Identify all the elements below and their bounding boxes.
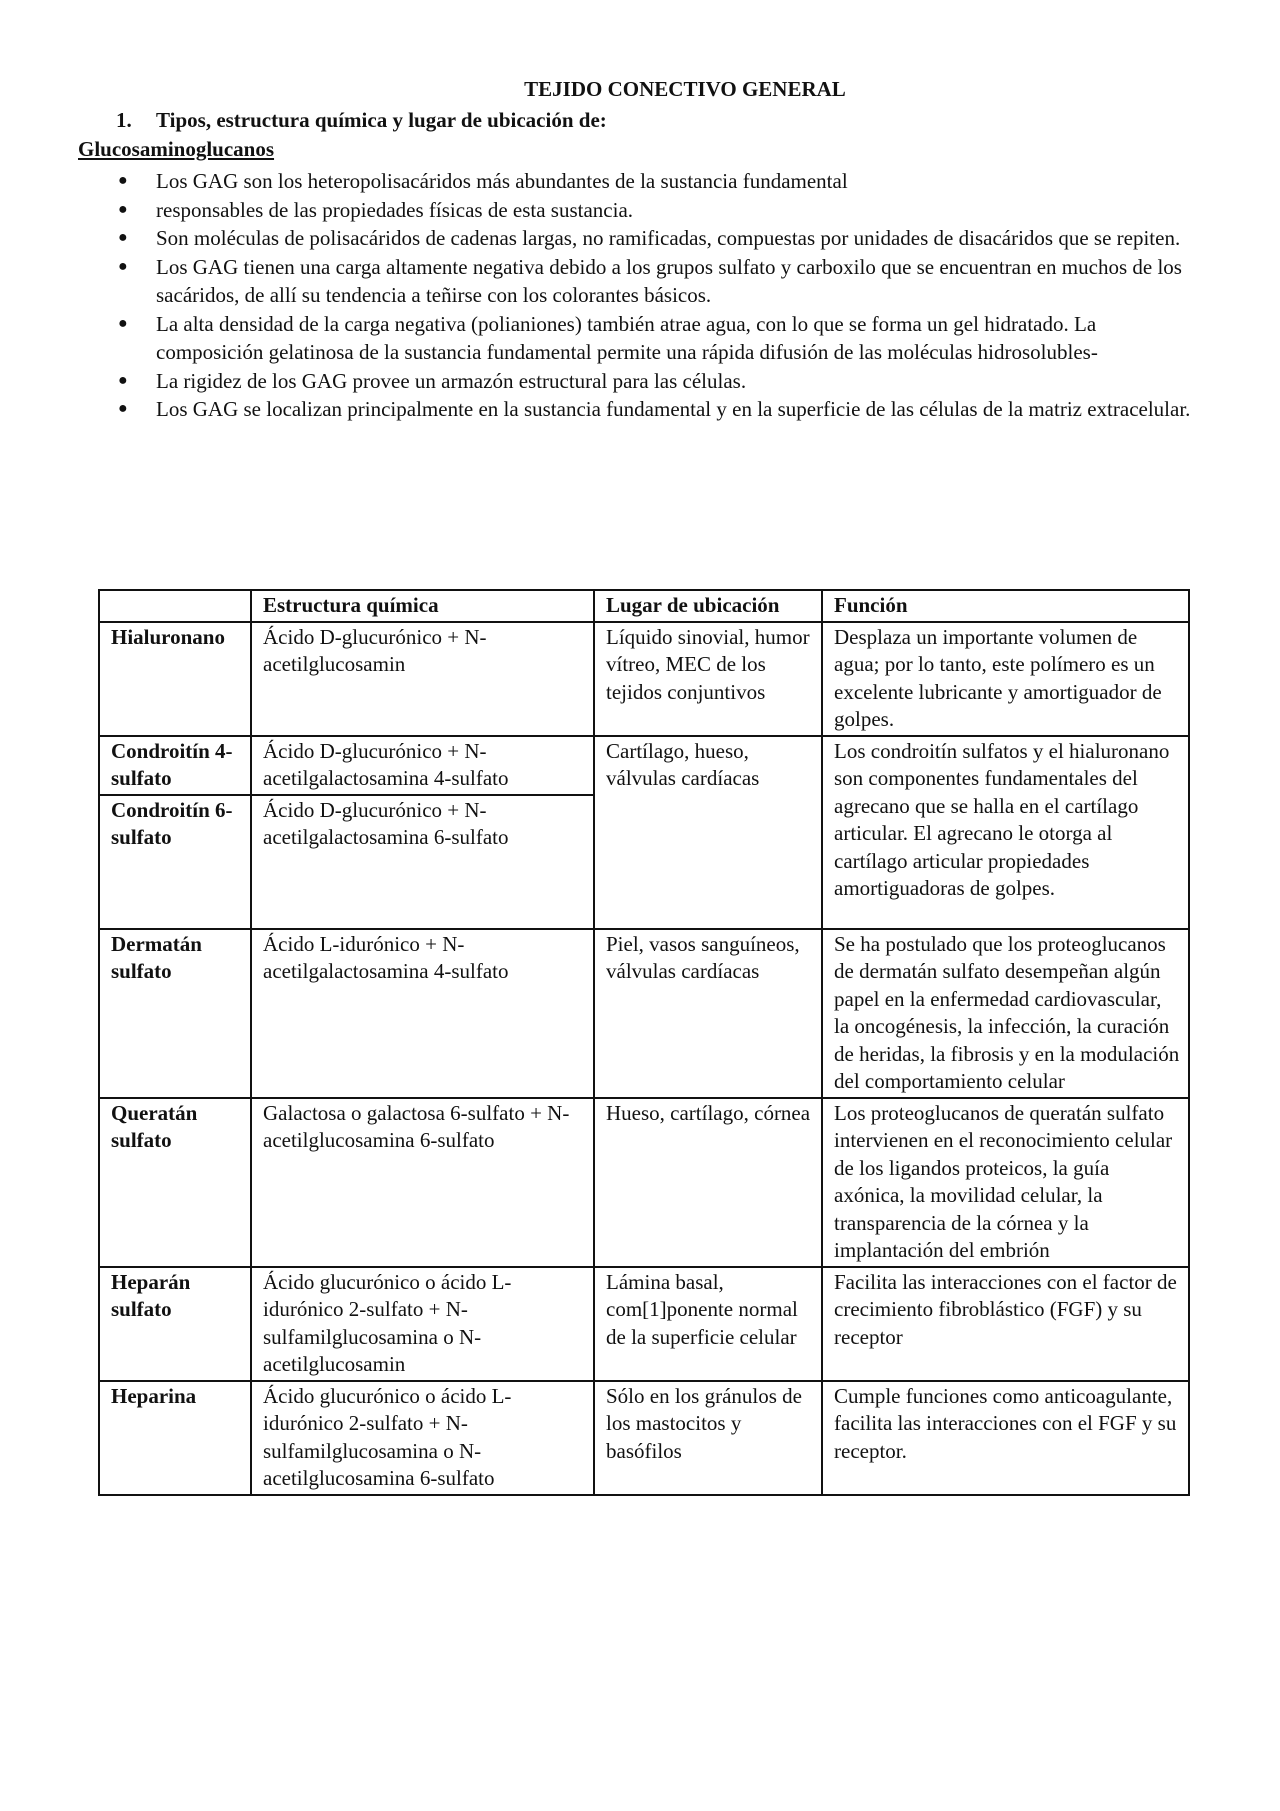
section-number: 1. bbox=[116, 108, 132, 132]
header-lugar: Lugar de ubicación bbox=[594, 590, 822, 622]
bullet-icon: ● bbox=[118, 257, 128, 275]
list-item: ● responsables de las propiedades físicas de esta sustancia. bbox=[118, 196, 1208, 225]
table-row bbox=[99, 622, 1189, 736]
table-row bbox=[99, 1098, 1189, 1267]
cell-estructura: Ácido D-glucurónico + N-acetilglucosamin bbox=[251, 622, 594, 736]
cell-lugar: Líquido sinovial, humor vítreo, MEC de los tejidos conjuntivos bbox=[594, 622, 822, 736]
bullet-icon: ● bbox=[118, 314, 128, 332]
cell-estructura: Ácido glucurónico o ácido L-idurónico 2-sulfato + N-sulfamilglucosamina o N-acetilglucosamina 6-sulfato bbox=[251, 1381, 594, 1495]
cell-funcion: Desplaza un importante volumen de agua; por lo tanto, este polímero es un excelente lubricante y amortiguador de golpes. bbox=[822, 622, 1189, 736]
bullet-icon: ● bbox=[118, 229, 128, 246]
list-item: ● Los GAG son los heteropolisacáridos más abundantes de la sustancia fundamental bbox=[118, 167, 1208, 196]
cell-lugar: Sólo en los gránulos de los mastocitos y basófilos bbox=[594, 1381, 822, 1495]
row-name: Condroitín 4-sulfato bbox=[99, 736, 251, 795]
table-row bbox=[99, 1267, 1189, 1381]
bullet-icon: ● bbox=[118, 400, 128, 417]
cell-estructura: Ácido L-idurónico + N-acetilgalactosamina 4-sulfato bbox=[251, 929, 594, 1098]
row-name: Heparina bbox=[99, 1381, 251, 1495]
row-name: Hialuronano bbox=[99, 622, 251, 736]
list-item: ● Son moléculas de polisacáridos de cadenas largas, no ramificadas, compuestas por unidades de disacáridos que se repiten. bbox=[118, 224, 1208, 253]
bullet-list bbox=[118, 167, 1208, 424]
cell-estructura: Ácido D-glucurónico + N-acetilgalactosamina 6-sulfato bbox=[251, 795, 594, 929]
cell-lugar: Cartílago, hueso, válvulas cardíacas bbox=[594, 736, 822, 929]
cell-lugar: Lámina basal, com[1]ponente normal de la superficie celular bbox=[594, 1267, 822, 1381]
cell-lugar: Hueso, cartílago, córnea bbox=[594, 1098, 822, 1267]
cell-estructura: Ácido D-glucurónico + N-acetilgalactosamina 4-sulfato bbox=[251, 736, 594, 795]
header-estructura: Estructura química bbox=[251, 590, 594, 622]
table-row bbox=[99, 736, 1189, 795]
section-heading bbox=[116, 108, 607, 133]
cell-funcion: Facilita las interacciones con el factor de crecimiento fibroblástico (FGF) y su receptor bbox=[822, 1267, 1189, 1381]
row-name: Condroitín 6-sulfato bbox=[99, 795, 251, 929]
cell-estructura: Ácido glucurónico o ácido L-idurónico 2-sulfato + N-sulfamilglucosamina o N-acetilglucosamin bbox=[251, 1267, 594, 1381]
table-row bbox=[99, 929, 1189, 1098]
cell-funcion: Los proteoglucanos de queratán sulfato intervienen en el reconocimiento celular de los ligandos proteicos, la guía axónica, la movilidad celular, la transparencia de la córnea y la implantación del embrión bbox=[822, 1098, 1189, 1267]
row-name: Queratán sulfato bbox=[99, 1098, 251, 1267]
cell-funcion: Cumple funciones como anticoagulante, facilita las interacciones con el FGF y su receptor. bbox=[822, 1381, 1189, 1495]
list-item: ● Los GAG se localizan principalmente en la sustancia fundamental y en la superficie de las células de la matriz extracelular. bbox=[118, 395, 1208, 424]
bullet-icon: ● bbox=[118, 172, 128, 189]
row-name: Dermatán sulfato bbox=[99, 929, 251, 1098]
cell-lugar: Piel, vasos sanguíneos, válvulas cardíacas bbox=[594, 929, 822, 1098]
list-item: ● La rigidez de los GAG provee un armazón estructural para las células. bbox=[118, 367, 1208, 396]
list-item: ● Los GAG tienen una carga altamente negativa debido a los grupos sulfato y carboxilo que se encuentran en muchos de los sacáridos, de allí su tendencia a teñirse con los colorantes básicos. bbox=[118, 254, 1182, 307]
row-name: Heparán sulfato bbox=[99, 1267, 251, 1381]
cell-funcion: Se ha postulado que los proteoglucanos de dermatán sulfato desempeñan algún papel en la enfermedad cardiovascular, la oncogénesis, la infección, la curación de heridas, la fibrosis y en la modulación del comportamiento celular bbox=[822, 929, 1189, 1098]
document-title: TEJIDO CONECTIVO GENERAL bbox=[524, 77, 846, 101]
gag-table bbox=[98, 589, 1190, 1496]
table-header-row bbox=[99, 590, 1189, 622]
section-title: Tipos, estructura química y lugar de ubicación de: bbox=[156, 108, 607, 132]
cell-estructura: Galactosa o galactosa 6-sulfato + N-acetilglucosamina 6-sulfato bbox=[251, 1098, 594, 1267]
header-empty bbox=[99, 590, 251, 622]
cell-funcion: Los condroitín sulfatos y el hialuronano son componentes fundamentales del agrecano que se halla en el cartílago articular. El agrecano le otorga al cartílago articular propiedades amortiguadoras de golpes. bbox=[822, 736, 1189, 929]
table-row bbox=[99, 1381, 1189, 1495]
subheading-glucosaminoglucanos: Glucosaminoglucanos bbox=[78, 137, 275, 161]
bullet-icon: ● bbox=[118, 371, 128, 389]
header-funcion: Función bbox=[822, 590, 1189, 622]
bullet-icon: ● bbox=[118, 200, 128, 218]
list-item: ● La alta densidad de la carga negativa (polianiones) también atrae agua, con lo que se forma un gel hidratado. La composición gelatinosa de la sustancia fundamental permite una rápida difusión de las moléculas hidrosolubles- bbox=[118, 311, 1098, 364]
